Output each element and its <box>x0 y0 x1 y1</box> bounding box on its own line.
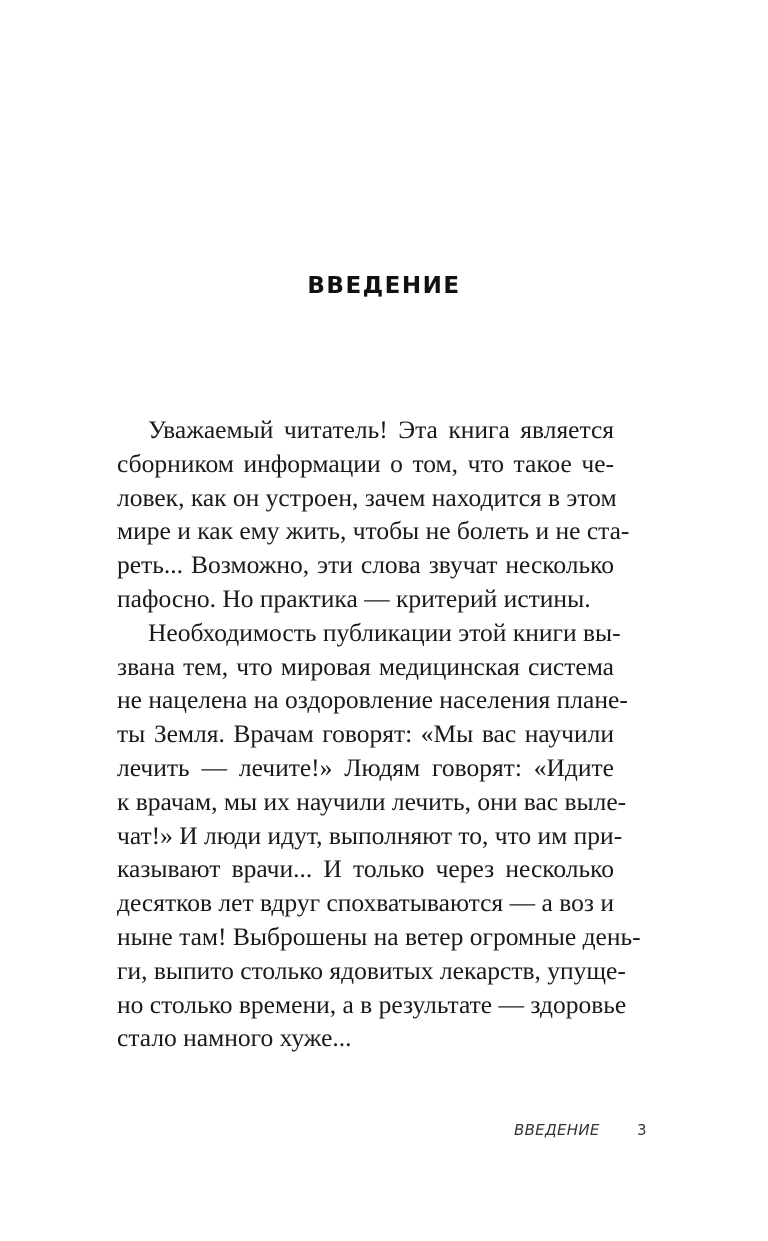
text-line: десятков лет вдруг спохватываются — а воз и <box>117 888 614 918</box>
text-line: Необходимость публикации этой книги вы- <box>148 617 621 647</box>
text-line: пафосно. Но практика — критерий истины. <box>117 583 591 613</box>
text-line: чат!» И люди идут, выполняют то, что им при- <box>117 820 623 850</box>
text-line: лечить — лечите!» Людям говорят: «Идите <box>117 752 614 782</box>
chapter-title: ВВЕДЕНИЕ <box>307 273 461 300</box>
text-line: ловек, как он устроен, зачем находится в этом <box>117 482 617 512</box>
text-line: но столько времени, а в результате — здоровье <box>117 989 627 1019</box>
body-text <box>117 413 641 1055</box>
text-line: Уважаемый читатель! Эта книга является <box>148 415 614 444</box>
text-line: казывают врачи... И только через несколько <box>117 854 614 884</box>
text-line: ги, выпито столько ядовитых лекарств, упуще- <box>117 955 626 985</box>
text-line: звана тем, что мировая медицинская система <box>117 651 614 681</box>
text-line: мире и как ему жить, чтобы не болеть и не ста- <box>117 516 630 546</box>
text-line: стало намного хуже... <box>117 1023 352 1053</box>
page-number: 3 <box>637 1121 647 1139</box>
text-line: ныне там! Выброшены на ветер огромные день- <box>117 921 641 951</box>
paragraph-1 <box>117 413 630 616</box>
text-line: сборником информации о том, что такое че- <box>117 448 614 478</box>
text-line: не нацелена на оздоровление населения плане- <box>117 685 628 715</box>
paragraph-2 <box>117 616 641 1055</box>
text-line: к врачам, мы их научили лечить, они вас выле- <box>117 786 627 816</box>
text-line: реть... Возможно, эти слова звучат несколько <box>117 550 614 580</box>
text-line: ты Земля. Врачам говорят: «Мы вас научили <box>117 719 614 749</box>
running-head: ВВЕДЕНИЕ <box>514 1121 600 1139</box>
